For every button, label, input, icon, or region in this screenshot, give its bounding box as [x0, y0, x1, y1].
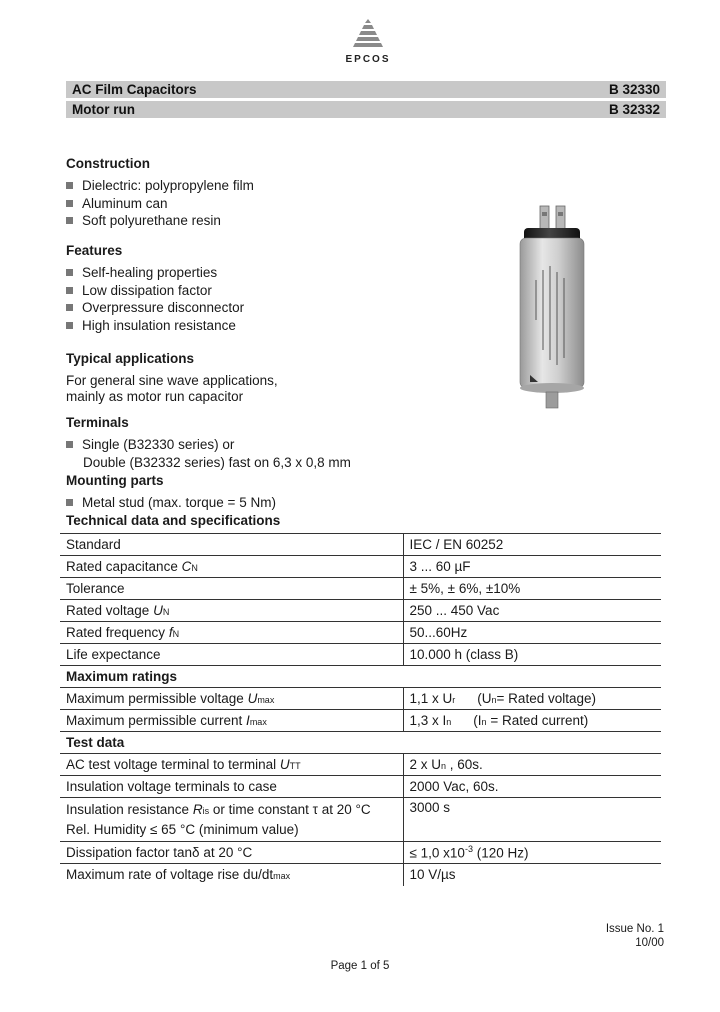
table-row	[60, 534, 661, 556]
spec-value: ≤ 1,0 $x10^{-3}$ (120 Hz)	[403, 842, 661, 864]
issue-number: Issue No. 1	[605, 923, 664, 935]
spec-table	[60, 533, 661, 886]
spec-value: 1,1 x Ur (Un= Rated voltage)	[403, 688, 661, 710]
issue-date: 10/00	[635, 937, 664, 949]
list-item: Low dissipation factor	[66, 283, 212, 298]
table-row	[60, 754, 661, 776]
page-number: Page 1 of 5	[330, 960, 390, 972]
spec-label: Maximum rate of voltage rise du/dtmax	[66, 867, 291, 883]
spec-label: Insulation resistance Ris or time constant τ at 20 °C Rel. Humidity ≤ 65 °C (minimum value)	[60, 798, 403, 842]
table-row	[60, 842, 661, 864]
table-row	[60, 776, 661, 798]
spec-value: 3000 s	[403, 798, 661, 842]
spec-label: Insulation voltage terminals to case	[60, 776, 403, 798]
list-item: Single (B32330 series) or	[66, 437, 234, 452]
bullet-square-icon	[66, 441, 73, 448]
table-row	[60, 688, 661, 710]
test-data-heading: Test data	[60, 732, 661, 754]
product-application: Motor run	[72, 102, 135, 117]
spec-value: 1,3 x In (In = Rated current)	[403, 710, 661, 732]
header-band-application	[66, 101, 666, 118]
spec-value: 10 V/µs	[403, 864, 661, 886]
list-item: High insulation resistance	[66, 318, 236, 333]
table-row	[60, 600, 661, 622]
spec-value: 250 ... 450 Vac	[403, 600, 661, 622]
spec-value: 2000 Vac, 60s.	[403, 776, 661, 798]
bullet-square-icon	[66, 287, 73, 294]
table-section-header	[60, 666, 661, 688]
table-row	[60, 710, 661, 732]
bullet-square-icon	[66, 269, 73, 276]
max-ratings-heading: Maximum ratings	[60, 666, 661, 688]
bullet-square-icon	[66, 304, 73, 311]
terminals-heading: Terminals	[66, 415, 129, 430]
epcos-logo	[338, 18, 398, 70]
spec-label: Rated capacitance CN	[60, 556, 403, 578]
mounting-heading: Mounting parts	[66, 473, 164, 488]
tech-data-heading: Technical data and specifications	[66, 513, 281, 528]
features-heading: Features	[66, 243, 123, 258]
header-band-product	[66, 81, 666, 98]
construction-heading: Construction	[66, 156, 150, 171]
spec-label: Rated voltage UN	[60, 600, 403, 622]
capacitor-image	[516, 200, 588, 415]
applications-text-line: For general sine wave applications,	[66, 373, 278, 388]
spec-label: Tolerance	[60, 578, 403, 600]
bullet-square-icon	[66, 200, 73, 207]
table-row	[60, 644, 661, 666]
logo-text: EPCOS	[345, 54, 391, 65]
bullet-square-icon	[66, 322, 73, 329]
list-item: Aluminum can	[66, 196, 168, 211]
spec-value: 50...60Hz	[403, 622, 661, 644]
list-item: Dielectric: polypropylene film	[66, 178, 254, 193]
spec-label: AC test voltage terminal to terminal UTT	[60, 754, 403, 776]
spec-label: Standard	[60, 534, 403, 556]
table-row	[60, 578, 661, 600]
product-family: AC Film Capacitors	[72, 82, 197, 97]
spec-label: Life expectance	[60, 644, 403, 666]
terminals-continuation: Double (B32332 series) fast on 6,3 x 0,8 mm	[83, 455, 351, 470]
spec-value: 10.000 h (class B)	[403, 644, 661, 666]
issue-info	[606, 922, 664, 950]
applications-heading: Typical applications	[66, 351, 195, 366]
applications-text-line: mainly as motor run capacitor	[66, 389, 244, 404]
spec-label: Rated frequency fN	[60, 622, 403, 644]
list-item: Self-healing properties	[66, 265, 217, 280]
list-item: Metal stud (max. torque = 5 Nm)	[66, 495, 276, 510]
list-item: Soft polyurethane resin	[66, 213, 221, 228]
spec-label: Maximum permissible voltage Umax	[60, 688, 403, 710]
table-row	[60, 864, 661, 886]
epcos-triangle-icon	[348, 18, 388, 52]
spec-value: IEC / EN 60252	[403, 534, 661, 556]
spec-value: 3 ... 60 µF	[403, 556, 661, 578]
table-row	[60, 798, 661, 842]
bullet-square-icon	[66, 217, 73, 224]
table-row	[60, 556, 661, 578]
part-number-1: B 32330	[608, 82, 660, 97]
table-row	[60, 622, 661, 644]
bullet-square-icon	[66, 499, 73, 506]
spec-label: Maximum permissible current Imax	[60, 710, 403, 732]
spec-value: ± 5%, ± 6%, ±10%	[403, 578, 661, 600]
table-section-header	[60, 732, 661, 754]
spec-value: 2 x Un , 60s.	[403, 754, 661, 776]
bullet-square-icon	[66, 182, 73, 189]
spec-label: Dissipation factor tanδ at 20 °C	[60, 842, 403, 864]
part-number-2: B 32332	[608, 102, 660, 117]
list-item: Overpressure disconnector	[66, 300, 244, 315]
